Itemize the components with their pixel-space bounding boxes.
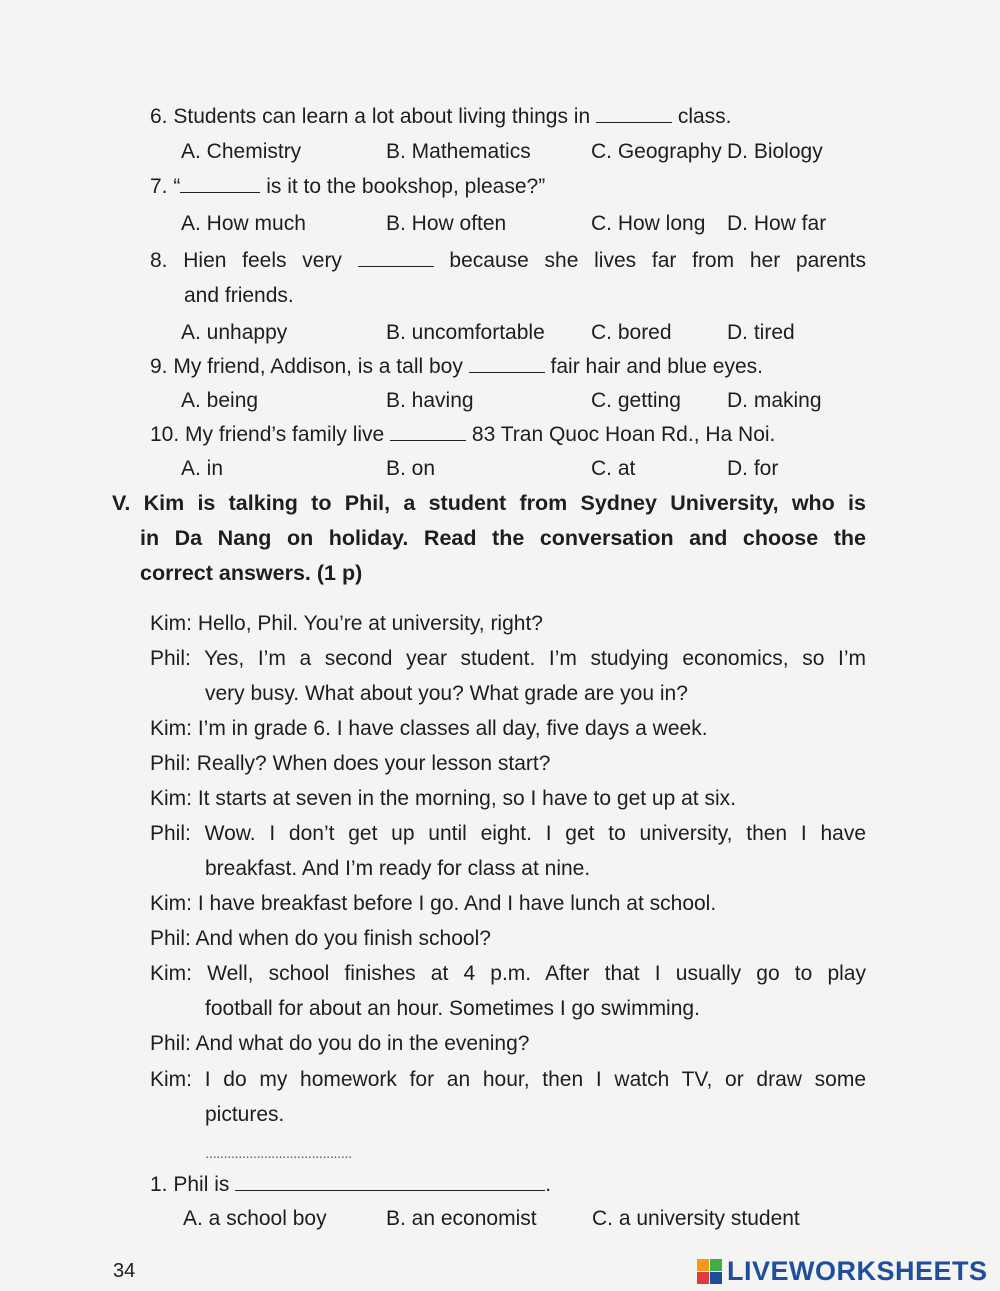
answer-blank[interactable] xyxy=(390,422,466,441)
option-a[interactable]: A. a school boy xyxy=(183,1207,327,1230)
option-c[interactable]: C. a university student xyxy=(592,1207,800,1230)
dialogue-line: Kim: I do my homework for an hour, then I watch TV, or draw some xyxy=(150,1068,866,1091)
liveworksheets-logo-icon xyxy=(697,1259,723,1285)
dialogue-continuation: football for about an hour. Sometimes I go swimming. xyxy=(205,997,700,1020)
question-7: 7. “ is it to the bookshop, please?” xyxy=(150,175,546,198)
answer-blank[interactable] xyxy=(180,174,260,193)
dialogue-continuation: very busy. What about you? What grade are you in? xyxy=(205,682,688,705)
dialogue-line: Kim: Well, school finishes at 4 p.m. After that I usually go to play xyxy=(150,962,866,985)
option-b[interactable]: B. an economist xyxy=(386,1207,537,1230)
option-c[interactable]: C. How long xyxy=(591,212,706,235)
option-d[interactable]: D. Biology xyxy=(727,140,823,163)
question-8-continuation: and friends. xyxy=(184,284,294,307)
answer-blank[interactable] xyxy=(235,1172,545,1191)
option-b[interactable]: B. Mathematics xyxy=(386,140,531,163)
dialogue-line: Phil: And what do you do in the evening? xyxy=(150,1032,530,1055)
dialogue-continuation: breakfast. And I’m ready for class at nine. xyxy=(205,857,591,880)
section-heading: V. Kim is talking to Phil, a student from Sydney University, who is in Da Nang on holiday. Read the conversation and choose the correct answers. (1 p) xyxy=(112,491,866,585)
option-b[interactable]: B. How often xyxy=(386,212,507,235)
option-b[interactable]: B. having xyxy=(386,389,474,412)
dialogue-continuation: pictures. xyxy=(205,1103,285,1126)
option-c[interactable]: C. getting xyxy=(591,389,681,412)
option-a[interactable]: A. being xyxy=(181,389,259,412)
dialogue-line: Kim: I have breakfast before I go. And I have lunch at school. xyxy=(150,892,717,915)
dialogue-line: Kim: I’m in grade 6. I have classes all day, five days a week. xyxy=(150,717,708,740)
liveworksheets-logo[interactable] xyxy=(697,1256,988,1287)
logo-text: LIVEWORKSHEETS xyxy=(727,1256,988,1286)
dialogue-line: Phil: Yes, I’m a second year student. I’m studying economics, so I’m xyxy=(150,647,866,670)
answer-blank[interactable] xyxy=(469,354,545,373)
option-c[interactable]: C. Geography xyxy=(591,140,722,163)
question-10: 10. My friend’s family live 83 Tran Quoc Hoan Rd., Ha Noi. xyxy=(150,423,776,446)
option-d[interactable]: D. How far xyxy=(727,212,827,235)
answer-blank[interactable] xyxy=(358,248,434,267)
option-a[interactable]: A. unhappy xyxy=(181,321,288,344)
option-b[interactable]: B. uncomfortable xyxy=(386,321,545,344)
option-c[interactable]: C. bored xyxy=(591,321,672,344)
option-a[interactable]: A. How much xyxy=(181,212,306,235)
answer-question-1: 1. Phil is . xyxy=(150,1173,552,1196)
question-9: 9. My friend, Addison, is a tall boy fair hair and blue eyes. xyxy=(150,355,763,378)
option-d[interactable]: D. tired xyxy=(727,321,795,344)
option-c[interactable]: C. at xyxy=(591,457,636,480)
option-a[interactable]: A. Chemistry xyxy=(181,140,302,163)
option-b[interactable]: B. on xyxy=(386,457,436,480)
question-6: 6. Students can learn a lot about living things in class. xyxy=(150,105,732,128)
dialogue-line: Phil: And when do you finish school? xyxy=(150,927,491,950)
ellipsis-divider: ········································ xyxy=(205,1148,352,1164)
dialogue-line: Kim: Hello, Phil. You’re at university, right? xyxy=(150,612,543,635)
option-a[interactable]: A. in xyxy=(181,457,224,480)
option-d[interactable]: D. making xyxy=(727,389,822,412)
dialogue-line: Phil: Wow. I don’t get up until eight. I get to university, then I have xyxy=(150,822,866,845)
dialogue-line: Kim: It starts at seven in the morning, so I have to get up at six. xyxy=(150,787,736,810)
page-number: 34 xyxy=(113,1260,136,1282)
answer-blank[interactable] xyxy=(596,104,672,123)
question-8: 8. Hien feels very because she lives far from her parents xyxy=(150,249,866,272)
option-d[interactable]: D. for xyxy=(727,457,779,480)
dialogue-line: Phil: Really? When does your lesson start? xyxy=(150,752,551,775)
